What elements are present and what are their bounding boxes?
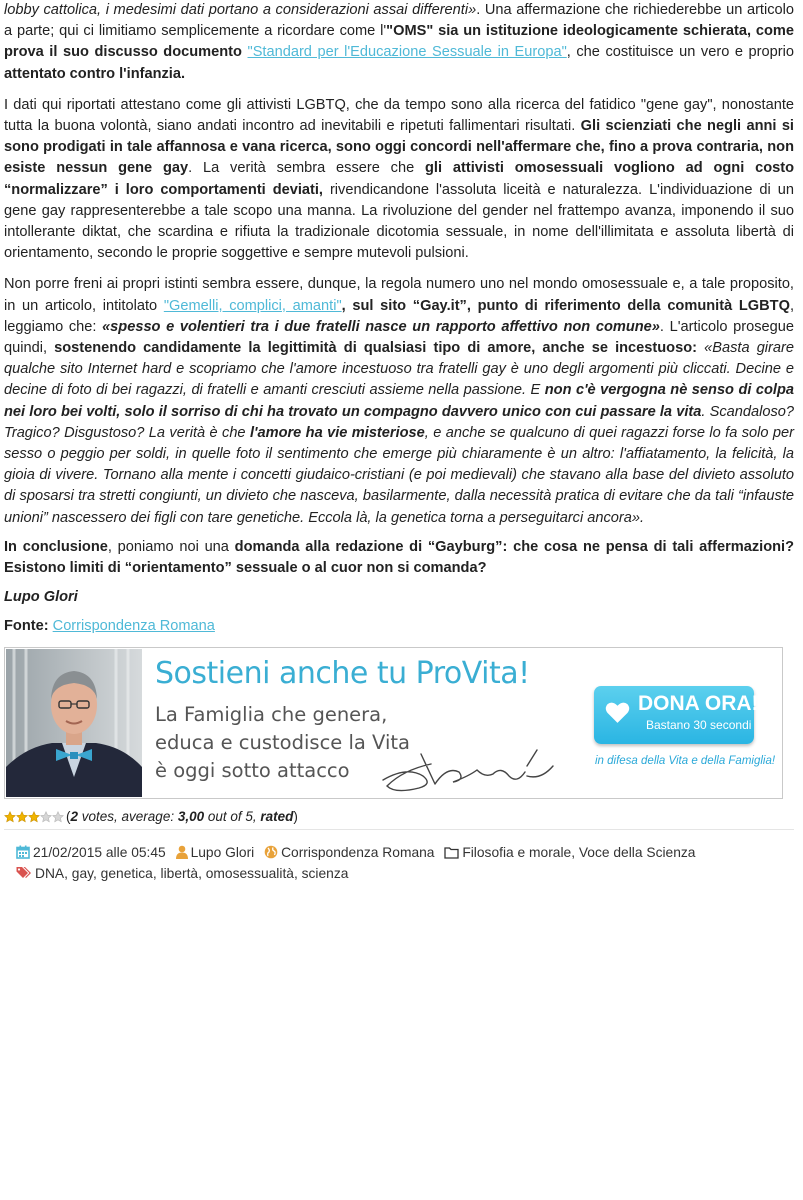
tags-links[interactable]: DNA, gay, genetica, libertà, omosessualità, scienza (35, 866, 349, 881)
quote-text: . Scandaloso? Tragico? Disgustoso? La verità è che (4, 403, 794, 441)
bold-text: sostenendo candidamente la legittimità di qualsiasi tipo di amore, anche se incestuoso: (54, 340, 697, 357)
standard-educazione-link[interactable]: "Standard per l'Educazione Sessuale in Europa" (247, 44, 567, 61)
post-tags[interactable] (16, 866, 348, 881)
provita-donation-banner[interactable] (4, 647, 783, 799)
globe-icon (264, 845, 278, 859)
bold-quote: non c'è vergogna nè senso di colpa nei loro bei volti, solo il sorriso di chi ha trovato un compagno davvero unico con cui passare la vita (4, 382, 794, 420)
paragraph-3: Non porre freni ai propri istinti sembra essere, dunque, la regola numero uno nel mondo omosessuale e, a tale proposito, in un articolo, intitolato "Gemelli, complici, amanti", sul sito “Gay.it”, punto di riferimento della comunità LGBTQ, leggiamo che: «spesso e volentieri tra i due fratelli nasce un rapporto affettivo non comune». L'articolo prosegue quindi, sostenendo candidamente la legittimità di qualsiasi tipo di amore, anche se incestuoso: «Basta girare qualche sito Internet hard e scopriamo che l'amore incestuoso tra fratelli gay è uno degli argomenti più cliccati. Decine e decine di foto di bei ragazzi, di fratelli e amanti cresciuti assieme nella passione. E non c'è vergogna nè senso di colpa nei loro bei volti, solo il sorriso di chi ha trovato un compagno davvero unico con cui passare la vita. Scandaloso? Tragico? Disgustoso? La verità è che l'amore ha vie misteriose, e anche se qualcuno di quei ragazzi forse lo fa solo per sesso o peggio per soldi, in quelle foto il sentimento che emerge più chiaramente è un altro: l'affiatamento, la felicità, la gioia di vivere. Tornano alla mente i concetti giudaico-cristiani (e poi medievali) che stavano alla base del divieto assoluto di sposarsi tra stretti congiunti, un divieto che nasceva, basilarmente, dalla necessità pratica di evitare che da tali “infauste unioni” nascessero dei figli con tare genetiche. Eccola là, la genetica torna a perseguitarci ancora». (4, 276, 795, 526)
average-score: 3,00 (177, 809, 205, 824)
source-label: Fonte: (4, 618, 49, 635)
quote-text: lobby cattolica, i medesimi dati portano a considerazioni assai differenti» (4, 2, 477, 18)
banner-title: Sostieni anche tu ProVita! (155, 656, 530, 691)
banner-tagline: in difesa della Vita e della Famiglia! (595, 755, 776, 767)
post-author[interactable] (176, 845, 259, 860)
dona-ora-sublabel: Bastano 30 secondi (646, 718, 752, 732)
folder-icon (444, 846, 459, 859)
bold-text: , sul sito “Gay.it”, punto di riferimento della comunità LGBTQ (341, 297, 790, 314)
categories-links[interactable]: Filosofia e morale, Voce della Scienza (462, 845, 696, 860)
bold-quote: «spesso e volentieri tra i due fratelli nasce un rapporto affettivo non comune» (102, 318, 660, 335)
article-body (4, 0, 794, 638)
post-date: 21/02/2015 alle 05:45 (16, 845, 170, 860)
calendar-icon (16, 845, 30, 859)
author-signature: Lupo Glori (4, 589, 78, 606)
handwritten-signature (377, 736, 557, 798)
portrait-photo (6, 649, 142, 797)
heart-icon (605, 701, 630, 724)
post-meta (16, 842, 796, 884)
bold-quote: l'amore ha vie misteriose (249, 424, 425, 441)
banner-line-1: La Famiglia che genera, (155, 703, 388, 726)
paragraph-2: I dati qui riportati attestano come gli attivisti LGBTQ, che da tempo sono alla ricerca del fatidico "gene gay", nonostante tutta la buona volontà, siano andati incontro ad inevitabili e ripetuti fallimentari risultati. Gli scienziati che negli anni si sono prodigati in tale affannosa e vana ricerca, sono oggi concordi nell'affermare che, fino a prova contraria, non esiste nessun gene gay. La verità sembra essere che gli attivisti omosessuali vogliono ad ogni costo “normalizzare” i loro comportamenti deviati, rivendicandone l'assoluta liceità e naturalezza. L'individuazione di un gene gay rappresenterebbe a tale scopo una manna. La rivoluzione del gender nel frattempo avanza, imponendo il suo intollerante diktat, che scardina e rifiuta la tradizionale dicotomia sessuale, in nome dell'illimitata e assoluta libertà di orientamento, secondo le proprie soggettive e sempre mutevoli pulsioni. (4, 96, 794, 262)
banner-line-3: è oggi sotto attacco (155, 759, 350, 782)
bold-text: "OMS" sia un istituzione ideologicamente schierata, come prova il suo discusso documento (4, 23, 794, 61)
post-categories[interactable] (444, 845, 695, 860)
user-icon (176, 845, 188, 859)
divider (4, 829, 794, 830)
text: . Una affermazione che richiederebbe un articolo a parte; qui ci limitiamo semplicemente a ricordare come l' (4, 2, 794, 40)
gemelli-complici-amanti-link[interactable]: "Gemelli, complici, amanti" (163, 297, 342, 314)
bold-text: attentato contro l'infanzia. (4, 65, 186, 82)
dona-ora-label: DONA ORA! (638, 692, 759, 715)
quote-text: , e anche se qualcuno di quei ragazzi forse lo fa solo per sesso o peggio per soldi, in quelle foto il sentimento che emerge più chiaramente è un altro: l'affiatamento, la felicità, la gioia di vivere. Tornano alla mente i concetti giudaico-cristiani (e poi medievali) che stavano alla base del divieto assoluto di sposarsi tra stretti congiunti, un divieto che nasceva, basilarmente, dalla necessità pratica di evitare che da tali “infauste unioni” nascessero dei figli con tare genetiche. Eccola là, la genetica torna a perseguitarci ancora». (4, 424, 794, 526)
source-link[interactable]: Corrispondenza Romana (52, 618, 215, 635)
bold-text: domanda alla redazione di “Gayburg”: che cosa ne pensa di tali affermazioni? Esistono limiti di “orientamento” sessuale o al cuor non si comanda? (4, 538, 795, 577)
source-meta-link[interactable]: Corrispondenza Romana (281, 845, 435, 860)
star-filled-icon[interactable] (16, 811, 28, 823)
paragraph-4: In conclusione, poniamo noi una domanda alla redazione di “Gayburg”: che cosa ne pensa di tali affermazioni? Esistono limiti di “orientamento” sessuale o al cuor non si comanda? (4, 538, 795, 577)
post-source[interactable] (264, 845, 438, 860)
star-filled-icon[interactable] (28, 811, 40, 823)
paragraph-1: lobby cattolica, i medesimi dati portano a considerazioni assai differenti». Una affermazione che richiederebbe un articolo a parte; qui ci limitiamo semplicemente a ricordare come l'"OMS" sia un istituzione ideologicamente schierata, come prova il suo discusso documento "Standard per l'Educazione Sessuale in Europa", che costituisce un vero e proprio attentato contro l'infanzia. (4, 2, 794, 82)
bold-text: In conclusione (4, 538, 108, 555)
post-rating: (2 votes, average: 3,00 out of 5, rated) (4, 807, 298, 829)
tags-icon (16, 866, 32, 880)
bold-text: gli attivisti omosessuali vogliono ad ogni costo “normalizzare” i loro comportamenti deviati, (4, 160, 794, 198)
banner-line-2: educa e custodisce la Vita (155, 731, 410, 754)
bold-text: Gli scienziati che negli anni si sono prodigati in tale affannosa e vana ricerca, sono oggi concordi nell'affermare che, fino a prova contraria, non esiste nessun gene gay (4, 118, 794, 177)
dona-ora-button[interactable] (594, 686, 759, 744)
source-line (4, 616, 794, 637)
star-filled-icon[interactable] (4, 811, 16, 823)
quote-text: «Basta girare qualche sito Internet hard e scopriamo che l'amore incestuoso tra fratelli gay è uno degli argomenti più cliccati. Decine e decine di foto di bei ragazzi, di fratelli e amanti cresciuti assieme nella passione. E (4, 340, 795, 399)
star-rating[interactable] (4, 809, 64, 829)
star-empty-icon[interactable] (40, 811, 52, 823)
votes-count: 2 (70, 809, 79, 824)
star-empty-icon[interactable] (52, 811, 64, 823)
author-link[interactable]: Lupo Glori (190, 845, 255, 860)
